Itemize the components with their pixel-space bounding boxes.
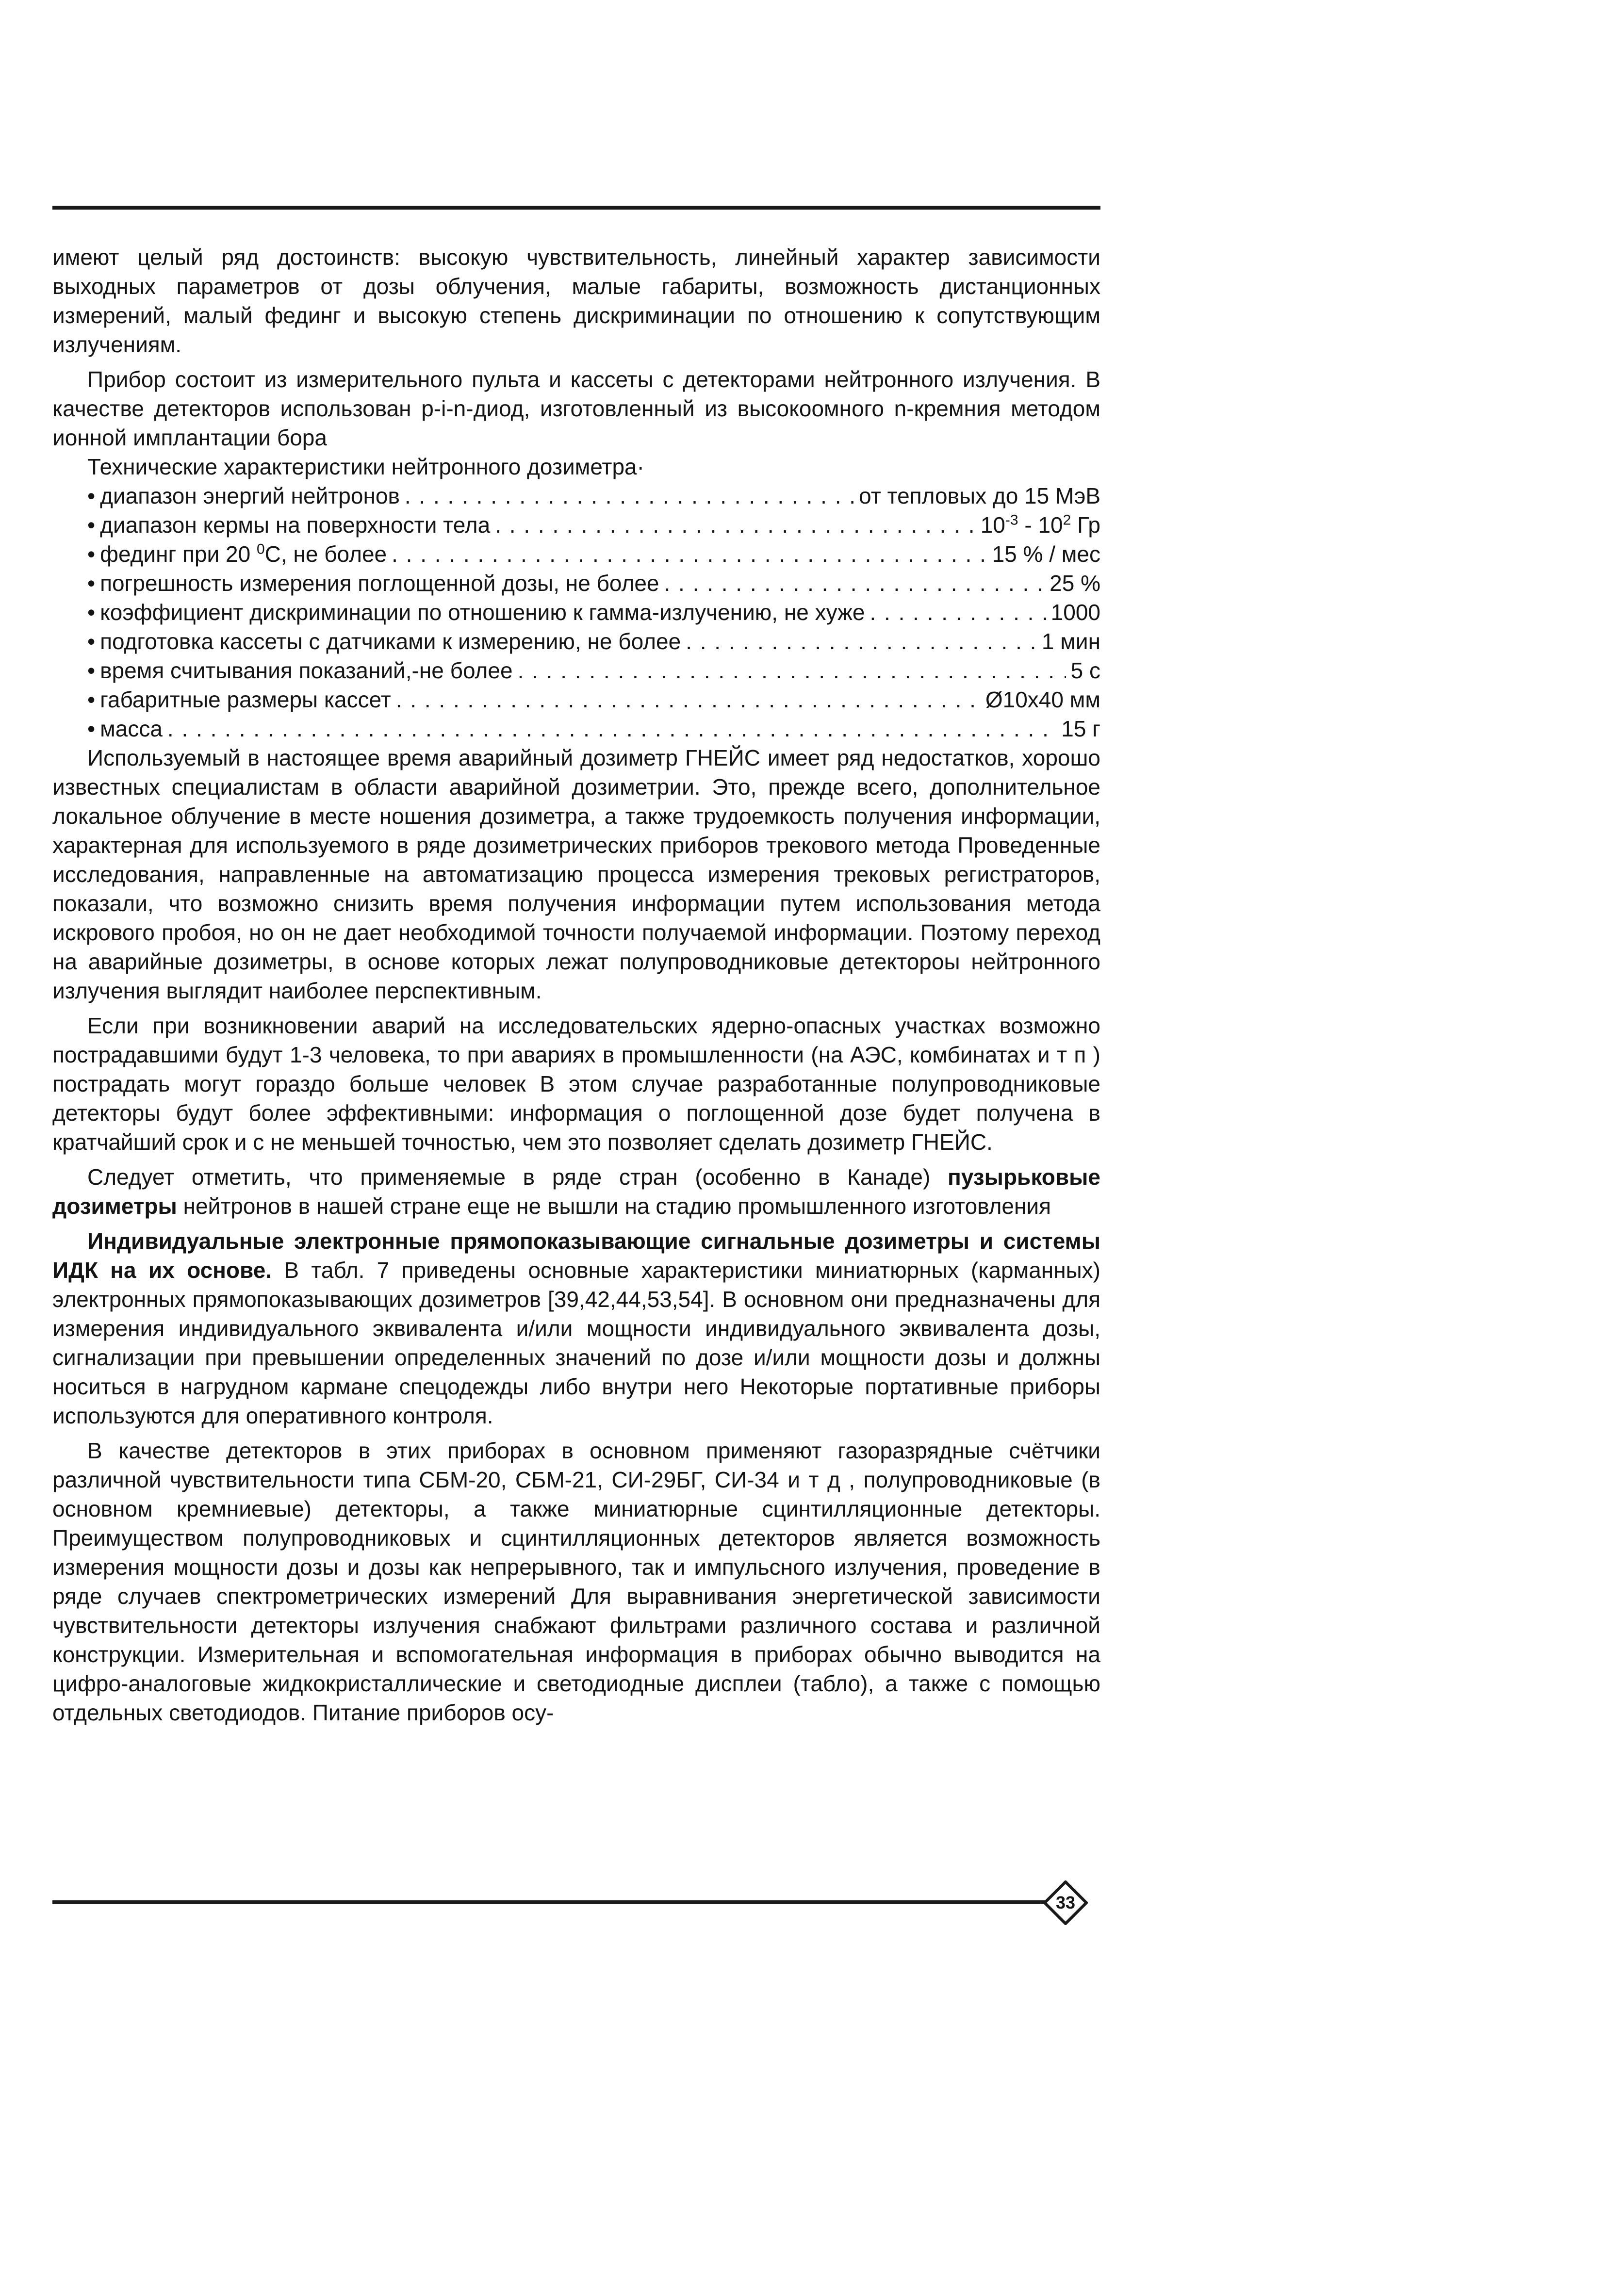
paragraph-3: Используемый в настоящее время аварийный дозиметр ГНЕЙС имеет ряд недостатков, хорошо известных специалистам в области аварийной дозиметрии. Это, прежде всего, дополнительное локальное облучение в месте ношения дозиметра, а также трудоемкость получения информации, характерная для используемого в ряде дозиметрических приборов трекового метода Проведенные исследования, направленные на автоматизацию процесса измерения трековых регистраторов, показали, что возможно снизить время получения информации путем использования метода искрового пробоя, но он не дает необходимой точности получаемой информации. Поэтому переход на аварийные дозиметры, в основе которых лежат полупроводниковые детектороы нейтронного излучения выглядит наиболее перспективным. xyxy=(52,745,1100,1003)
spec-item-dimensions xyxy=(87,685,1100,714)
paragraph-2: Прибор состоит из измерительного пульта и кассеты с детекторами нейтронного излучения. В качестве детекторов использован p-i-n-диод, изготовленный из высокоомного n-кремния методом ионной имплантации бора xyxy=(52,367,1100,450)
spec-label: масса xyxy=(100,716,163,741)
value-exponent: 2 xyxy=(1063,512,1071,528)
paragraph-5 xyxy=(52,1162,1100,1221)
spec-item-fading xyxy=(87,539,1100,569)
bullet-icon: • xyxy=(87,512,96,538)
bullet-icon: • xyxy=(87,687,96,712)
spec-value: Ø10х40 мм xyxy=(985,687,1100,712)
paragraph-4: Если при возникновении аварий на исследовательских ядерно-опасных участках возможно пострадавшими будут 1-3 человека, то при авариях в промышленности (на АЭС, комбинатах и т п ) пострадать могут гораздо больше человек В этом случае разработанные полупроводниковые детекторы будут более эффективными: информация о поглощенной дозе будет получена в кратчайший срок и с не меньшей точностью, чем это позволяет сделать дозиметр ГНЕЙС. xyxy=(52,1013,1100,1155)
spec-value: 15 % / мес xyxy=(992,541,1100,567)
paragraph-7: В качестве детекторов в этих приборах в основном применяют газоразрядные счётчики различной чувствительности типа СБМ-20, СБМ-21, СИ-29БГ, СИ-34 и т д , полупроводниковые (в основном кремниевые) детекторы, а также миниатюрные сцинтилляционные детекторы. Преимуществом полупроводниковых и сцинтилляционных детекторов является возможность измерения мощности дозы и дозы как непрерывного, так и импульсного излучения, проведение в ряде случаев спектрометрических измерений Для выравнивания энергетической зависимости чувствительности детекторы излучения снабжают фильтрами различного состава и различной конструкции. Измерительная и вспомогательная информация в приборах обычно выводится на цифро-аналоговые жидкокристаллические и светодиодные дисплеи (табло), а также с помощью отдельных светодиодов. Питание приборов осу- xyxy=(52,1438,1100,1725)
dot-leader xyxy=(686,627,1037,656)
value-separator: - 10 xyxy=(1018,512,1063,538)
dot-leader xyxy=(495,510,975,539)
dot-leader xyxy=(664,569,1045,598)
bullet-icon: • xyxy=(87,483,96,508)
spec-item-dose-error xyxy=(87,569,1100,598)
bullet-icon: • xyxy=(87,658,96,683)
bullet-icon: • xyxy=(87,541,96,567)
spec-value: 15 г xyxy=(1061,716,1100,741)
section-heading: Индивидуальные электронные прямопоказывающие сигнальные дозиметры и системы ИДК на их основе. xyxy=(52,1228,1100,1283)
spec-item-kerma-range xyxy=(87,510,1100,539)
spec-item-discrimination xyxy=(87,598,1100,627)
spec-item-readout-time xyxy=(87,656,1100,685)
bold-term: пузырьковые дозиметры xyxy=(52,1164,1100,1219)
paragraph-6 xyxy=(52,1226,1100,1430)
spec-value: 1000 xyxy=(1050,600,1100,625)
bullet-icon: • xyxy=(87,716,96,741)
bottom-rule xyxy=(52,1900,1048,1904)
page-number-badge xyxy=(1043,1880,1088,1925)
spec-value: 5 с xyxy=(1070,658,1100,683)
spec-value: 1 мин xyxy=(1041,629,1100,654)
spec-item-preparation xyxy=(87,627,1100,656)
spec-value: от тепловых до 15 МэВ xyxy=(859,483,1100,508)
bullet-icon: • xyxy=(87,571,96,596)
dot-leader xyxy=(518,656,1066,685)
bullet-icon: • xyxy=(87,629,96,654)
spec-label: диапазон энергий нейтронов xyxy=(100,483,400,508)
page-number: 33 xyxy=(1055,1893,1076,1912)
dot-leader xyxy=(869,598,1046,627)
spec-label: погрешность измерения поглощенной дозы, не более xyxy=(100,571,659,596)
label-degree: 0 xyxy=(256,541,265,557)
spec-value xyxy=(981,510,1100,539)
top-rule xyxy=(52,206,1100,210)
value-base: 10 xyxy=(980,512,1005,538)
label-text: фединг при 20 xyxy=(100,541,257,567)
bullet-icon: • xyxy=(87,600,96,625)
spec-label: габаритные размеры кассет xyxy=(100,687,391,712)
specs-title: Технические характеристики нейтронного дозиметра· xyxy=(87,454,644,479)
paragraph-text: В табл. 7 приведены основные характеристики миниатюрных (карманных) электронных прямопоказывающих дозиметров [39,42,44,53,54]. В основном они предназначены для измерения индивидуального эквивалента и/или мощности индивидуального эквивалента дозы, сигнализации при превышении определенных значений по дозе и/или мощности дозы и должны носиться в нагрудном кармане спецодежды либо внутри него Некоторые портативные приборы используются для оперативного контроля. xyxy=(52,1258,1100,1428)
spec-label: время считывания показаний,-не более xyxy=(100,658,513,683)
spec-item-mass xyxy=(87,714,1100,743)
dot-leader xyxy=(396,685,981,714)
spec-label: подготовка кассеты с датчиками к измерению, не более xyxy=(100,629,681,654)
dot-leader xyxy=(405,481,854,510)
value-unit: Гр xyxy=(1071,512,1100,538)
label-text: С, не более xyxy=(264,541,387,567)
dot-leader xyxy=(392,539,987,569)
paragraph-text: Следует отметить, что применяемые в ряде стран (особенно в Канаде) xyxy=(87,1164,948,1190)
spec-label xyxy=(100,539,387,569)
page-body xyxy=(52,243,1100,1727)
paragraph-text: нейтронов в нашей стране еще не вышли на стадию промышленного изготовления xyxy=(177,1193,1051,1219)
paragraph-1: имеют целый ряд достоинств: высокую чувствительность, линейный характер зависимости выходных параметров от дозы облучения, малые габариты, возможность дистанционных измерений, малый фединг и высокую степень дискриминации по отношению к сопутствующим излучениям. xyxy=(52,245,1100,357)
spec-item-energy-range xyxy=(87,481,1100,510)
spec-value: 25 % xyxy=(1050,571,1100,596)
value-exponent: -3 xyxy=(1005,512,1018,528)
spec-label: диапазон кермы на поверхности тела xyxy=(100,512,491,538)
dot-leader xyxy=(167,714,1056,743)
specs-list xyxy=(52,481,1100,743)
spec-label: коэффициент дискриминации по отношению к гамма-излучению, не хуже xyxy=(100,600,865,625)
